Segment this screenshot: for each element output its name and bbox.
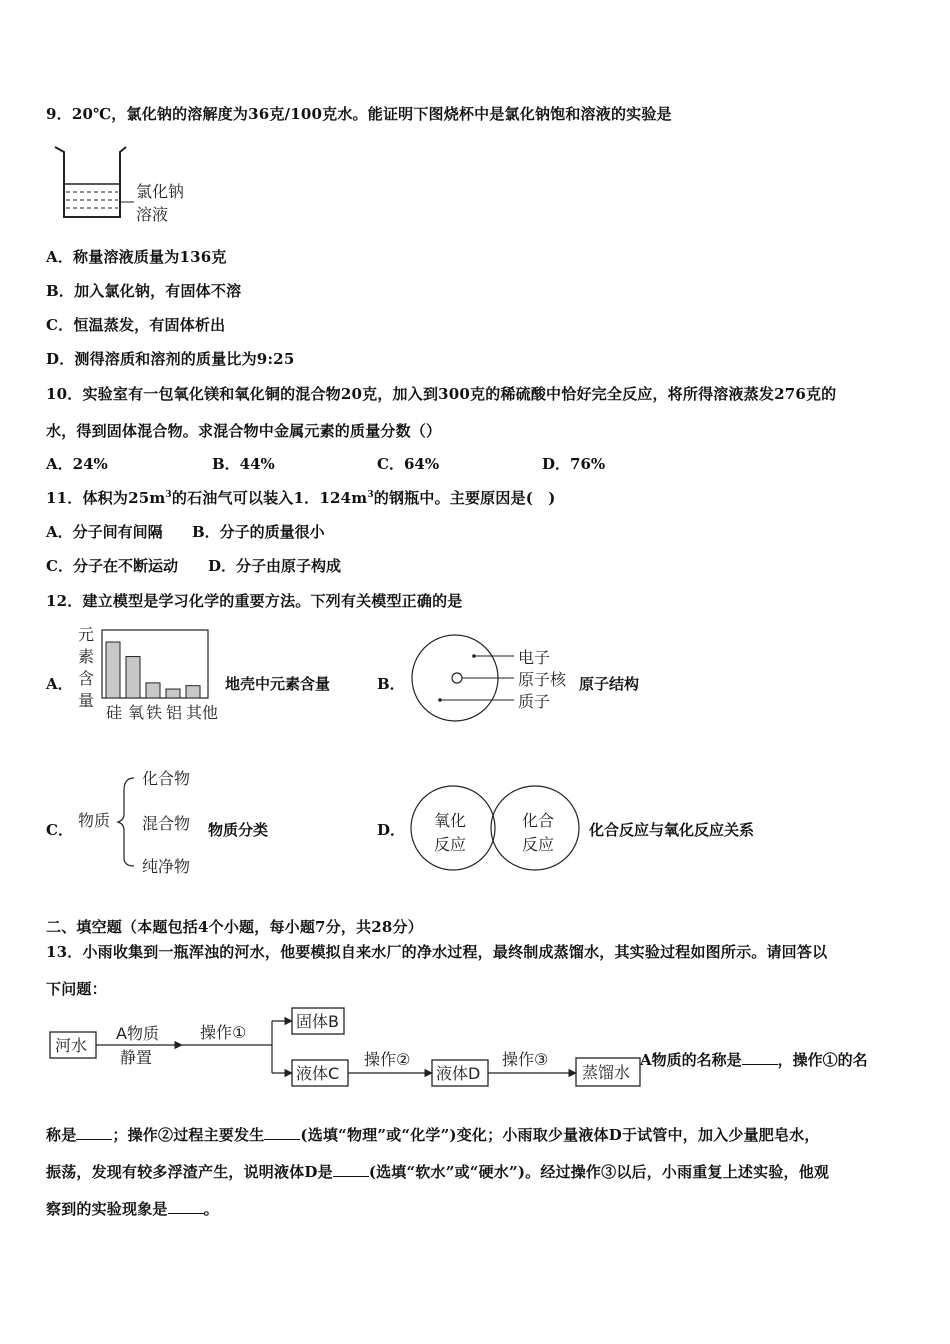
blank-op1-name[interactable] [76, 1125, 112, 1140]
bar-3 [166, 689, 180, 698]
q13-line2: 下问题： [46, 980, 107, 998]
venn-left-line2: 反应 [434, 835, 467, 854]
q13-line4-b: (选填“软水”或“硬水”)。经过操作③以后，小雨重复上述实验，他观 [368, 1163, 830, 1181]
q12-stem: 12．建立模型是学习化学的重要方法。下列有关模型正确的是 [46, 592, 463, 610]
q9-option-b: B．加入氯化钠，有固体不溶 [46, 282, 242, 300]
atom-model-figure [408, 632, 578, 724]
venn-figure [408, 782, 583, 874]
q11-stem-b: 的石油气可以装入1．124m [171, 489, 368, 507]
q13-after-fig-a: A物质的名称是 [640, 1051, 742, 1069]
flow-river: 河水 [55, 1036, 88, 1055]
q10-line2: 水，得到固体混合物。求混合物中金属元素的质量分数（） [46, 422, 442, 440]
q10-option-a: A．24% [46, 455, 108, 473]
q12-d-caption: 化合反应与氧化反应关系 [589, 821, 755, 839]
q13-line5-a: 察到的实验现象是 [46, 1200, 168, 1218]
atom-label-electron: 电子 [518, 648, 551, 667]
classification-figure [72, 762, 207, 882]
q13-line3-a: 称是 [46, 1126, 77, 1144]
q12-a-caption: 地壳中元素含量 [225, 675, 331, 693]
q12-a-label: A． [46, 675, 73, 693]
ylabel-char-3: 含 [78, 669, 95, 688]
q13-line5-b: 。 [203, 1200, 219, 1218]
q11-option-c: C．分子在不断运动 [46, 557, 178, 575]
flow-liquid-d: 液体D [436, 1064, 481, 1083]
venn-left-line1: 氧化 [434, 811, 467, 830]
q11-stem-c: 的钢瓶中。主要原因是( ) [373, 489, 556, 507]
bar-1 [126, 657, 140, 698]
q10-line1: 10．实验室有一包氧化镁和氧化铜的混合物20克，加入到300克的稀硫酸中恰好完全反应，将所得溶液蒸发276克的 [46, 385, 837, 403]
atom-label-proton: 质子 [518, 692, 551, 711]
q13-line3-c: (选填“物理”或“化学”)变化；小雨取少量液体D于试管中，加入少量肥皂水， [300, 1126, 820, 1144]
brace-icon [118, 778, 134, 866]
q11-option-a: A．分子间有间隔 [46, 523, 163, 541]
flow-a-bottom: 静置 [120, 1048, 153, 1067]
bar-category-0: 硅 [106, 703, 123, 722]
section2-heading: 二、填空题（本题包括4个小题，每小题7分，共28分） [46, 918, 423, 936]
q11-sup-b: 3 [367, 490, 374, 500]
ylabel-char-4: 量 [78, 691, 95, 710]
q12-c-label: C． [46, 821, 73, 839]
atom-nucleus [452, 673, 462, 683]
q11-stem [46, 487, 556, 508]
flow-a-top: A物质 [116, 1024, 159, 1043]
bar-4 [186, 686, 200, 698]
crust-element-bar-chart [72, 620, 222, 725]
bar-category-3: 铝 [166, 703, 183, 722]
q9-stem: 9．20℃，氯化钠的溶解度为36克/100克水。能证明下图烧杯中是氯化钠饱和溶液的实验是 [46, 105, 672, 123]
bar-category-4: 其他 [186, 703, 219, 722]
bar-2 [146, 683, 160, 698]
q13-line4-a: 振荡，发现有较多浮渣产生，说明液体D是 [46, 1163, 333, 1181]
q11-option-b: B．分子的质量很小 [192, 523, 325, 541]
flow-distilled: 蒸馏水 [582, 1063, 631, 1082]
class-branch-pure: 纯净物 [142, 857, 191, 876]
class-root: 物质 [78, 811, 111, 830]
ylabel-char-2: 素 [78, 647, 95, 666]
q13-line1: 13．小雨收集到一瓶浑浊的河水，他要模拟自来水厂的净水过程，最终制成蒸馏水，其实验过程如图所示。请回答以 [46, 943, 828, 961]
blank-op2-change[interactable] [264, 1125, 300, 1140]
atom-label-nucleus: 原子核 [518, 670, 567, 689]
bar-0 [106, 642, 120, 698]
beaker-figure [50, 142, 200, 232]
class-branch-compound: 化合物 [142, 769, 191, 788]
q11-sup-a: 3 [165, 490, 172, 500]
q10-option-b: B．44% [212, 455, 275, 473]
q9-option-a: A．称量溶液质量为136克 [46, 248, 227, 266]
ylabel-char-1: 元 [78, 625, 95, 644]
q13-line4 [46, 1161, 829, 1182]
q9-option-c: C．恒温蒸发，有固体析出 [46, 316, 226, 334]
beaker-label-1: 氯化钠 [136, 182, 185, 201]
q10-option-c: C．64% [377, 455, 440, 473]
q13-line3-b: ；操作②过程主要发生 [112, 1126, 265, 1144]
q11-stem-a: 11．体积为25m [46, 489, 166, 507]
q12-b-label: B． [377, 675, 405, 693]
bar-category-2: 铁 [146, 703, 163, 722]
blank-phenomenon[interactable] [168, 1199, 204, 1214]
q12-b-caption: 原子结构 [579, 675, 640, 693]
venn-right-line1: 化合 [522, 811, 555, 830]
q12-c-caption: 物质分类 [208, 821, 269, 839]
q13-line3 [46, 1124, 820, 1145]
flow-op1: 操作① [200, 1023, 247, 1042]
flow-op3: 操作③ [502, 1050, 549, 1069]
q12-d-label: D． [377, 821, 406, 839]
q10-option-d: D．76% [542, 455, 606, 473]
flow-liquid-c: 液体C [296, 1064, 340, 1083]
q13-line5 [46, 1198, 219, 1219]
q9-option-d: D．测得溶质和溶剂的质量比为9:25 [46, 350, 295, 368]
beaker-label-2: 溶液 [136, 205, 169, 224]
class-branch-mixture: 混合物 [142, 814, 191, 833]
q11-option-d: D．分子由原子构成 [208, 557, 342, 575]
blank-a-name[interactable] [742, 1050, 778, 1065]
venn-right-line2: 反应 [522, 835, 555, 854]
purification-flowchart [46, 1003, 646, 1093]
blank-water-type[interactable] [333, 1162, 369, 1177]
bar-category-1: 氧 [128, 703, 145, 722]
flow-op2: 操作② [364, 1050, 411, 1069]
q13-after-fig-b: ，操作①的名 [777, 1051, 868, 1069]
flow-solid-b: 固体B [296, 1012, 339, 1031]
q13-after-fig [640, 1049, 868, 1070]
